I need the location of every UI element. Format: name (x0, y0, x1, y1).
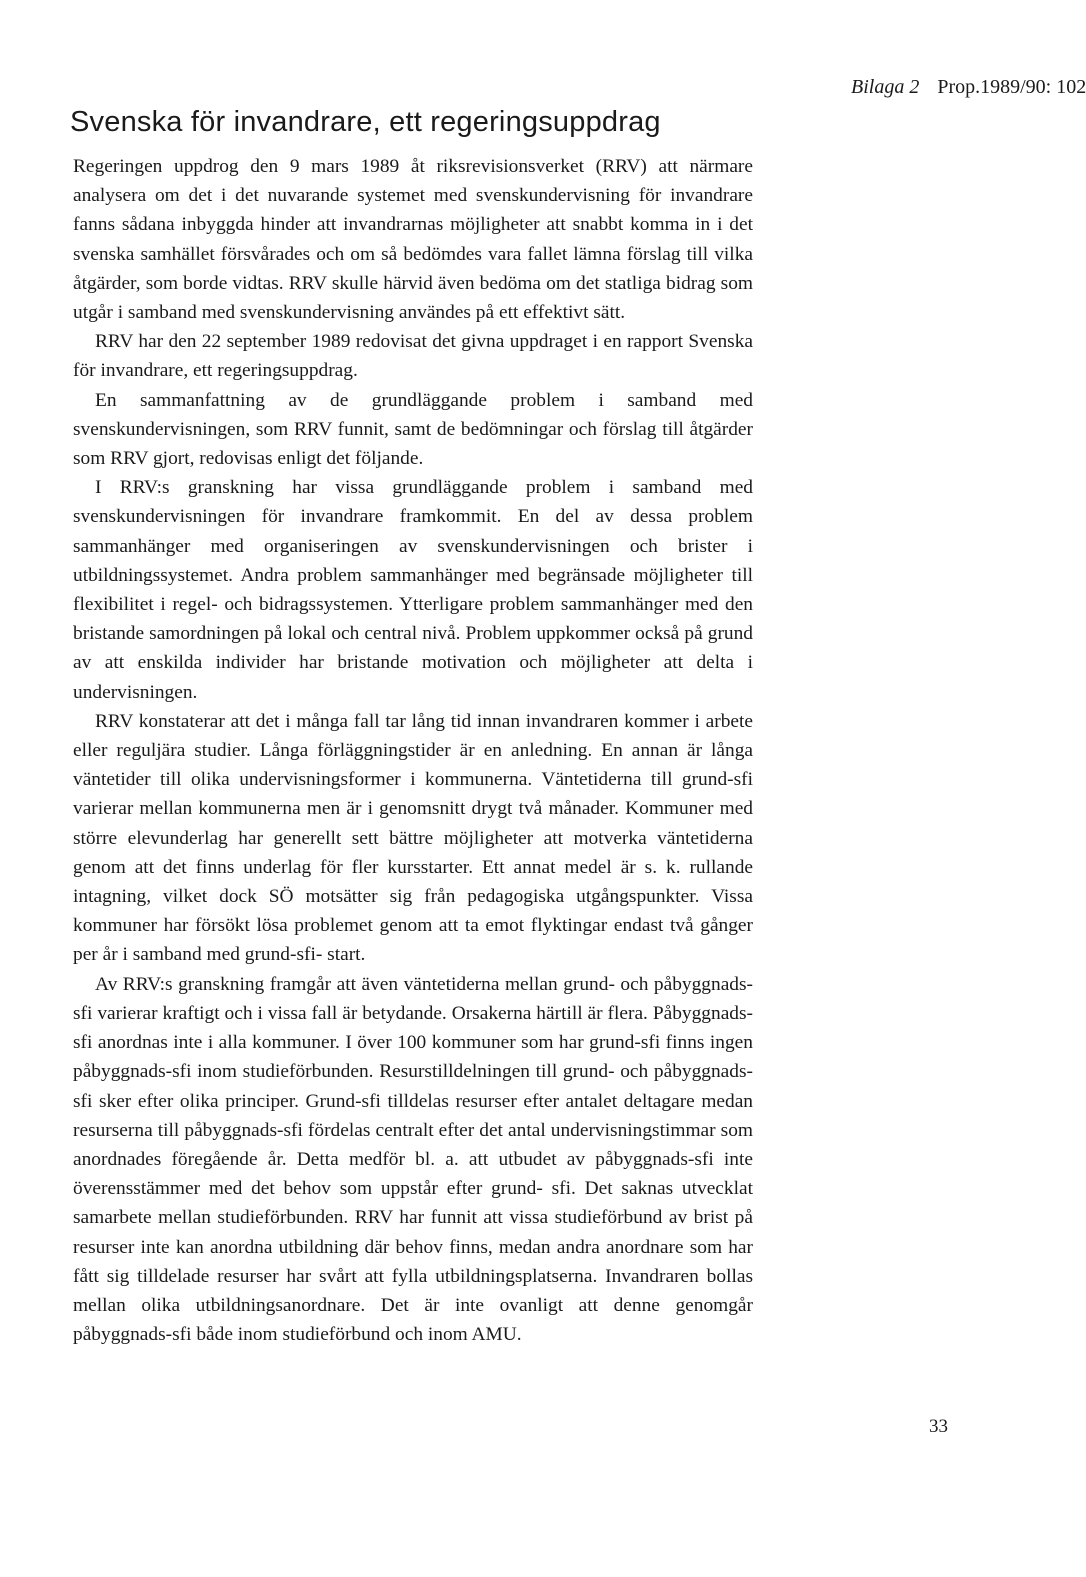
paragraph: En sammanfattning av de grundläggande problem i samband med svenskundervisningen, som RRV funnit, samt de bedömningar och förslag till åtgärder som RRV gjort, redovisas enligt det följande. (73, 389, 753, 470)
document-reference: Prop.1989/90: 102 (937, 76, 1086, 98)
page-title: Svenska för invandrare, ett regeringsuppdrag (70, 106, 661, 138)
paragraph: Regeringen uppdrog den 9 mars 1989 åt riksrevisionsverket (RRV) att närmare analysera om det i det nuvarande systemet med svenskundervisning för invandrare fanns sådana inbyggda hinder att invandrarnas möjligheter att snabbt komma in i det svenska samhället försvårades och om så bedömdes vara fallet lämna förslag till vilka åtgärder, som borde vidtas. RRV skulle härvid även bedöma om det statliga bidrag som utgår i samband med svenskundervisning användes på ett effektivt sätt. (73, 156, 753, 324)
paragraph: RRV konstaterar att det i många fall tar lång tid innan invandraren kommer i arbete eller reguljära studier. Långa förläggningstider är en anledning. En annan är långa väntetider till olika undervisningsformer i kommunerna. Väntetiderna till grund-sfi varierar mellan kommunerna men är i genomsnitt drygt två månader. Kommuner med större elevunderlag har generellt sett bättre möjligheter att motverka väntetiderna genom att det finns underlag för fler kursstarter. Ett annat medel är s. k. rullande intagning, vilket dock SÖ motsätter sig från pedagogiska utgångspunkter. Vissa kommuner har försökt lösa problemet genom att ta emot flyktingar endast två gånger per år i samband med grund-sfi- start. (73, 710, 753, 966)
body-text (73, 152, 753, 1349)
appendix-label: Bilaga 2 (851, 76, 920, 98)
paragraph: Av RRV:s granskning framgår att även väntetiderna mellan grund- och påbyggnads-sfi varierar kraftigt och i vissa fall är betydande. Orsakerna härtill är flera. Påbyggnads-sfi anordnas inte i alla kommuner. I över 100 kommuner som har grund-sfi finns ingen påbyggnads-sfi inom studieförbunden. Resurstilldelningen till grund- och påbyggnads-sfi sker efter olika principer. Grund-sfi tilldelas resurser efter antalet deltagare medan resurserna till påbyggnads-sfi fördelas centralt efter det antal undervisningstimmar som anordnades föregående år. Detta medför bl. a. att utbudet av påbyggnads-sfi inte överensstämmer med det behov som uppstår efter grund- sfi. Det saknas utvecklat samarbete mellan studieförbunden. RRV har funnit att vissa studieförbund av brist på resurser inte kan anordna utbildning där behov finns, medan andra anordnare som har fått sig tilldelade resurser har svårt att fylla utbildningsplatserna. Invandraren bollas mellan olika utbildningsanordnare. Det är inte ovanligt att denne genomgår påbyggnads-sfi både inom studieförbund och inom AMU. (73, 973, 753, 1346)
paragraph: RRV har den 22 september 1989 redovisat det givna uppdraget i en rapport Svenska för invandrare, ett regeringsuppdrag. (73, 331, 753, 382)
paragraph: I RRV:s granskning har vissa grundläggande problem i samband med svenskundervisningen för invandrare framkommit. En del av dessa problem sammanhänger med organiseringen av svenskundervisningen och brister i utbildningssystemet. Andra problem sammanhänger med begränsade möjligheter till flexibilitet i regel- och bidragssystemen. Ytterligare problem sammanhänger med den bristande samordningen på lokal och central nivå. Problem uppkommer också på grund av att enskilda individer har bristande motivation och möjligheter att delta i undervisningen. (73, 477, 753, 703)
page-number: 33 (929, 1416, 948, 1437)
page-header (851, 76, 1086, 99)
